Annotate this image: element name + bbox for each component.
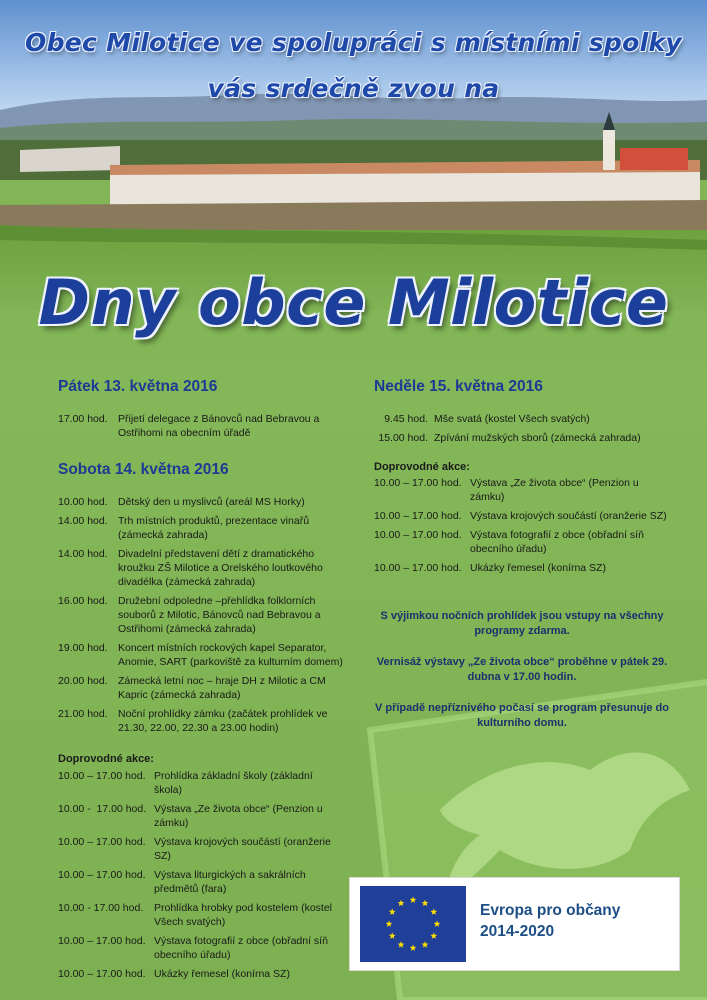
item-desc: Výstava krojových součástí (oranžerie SZ) [154,836,331,863]
program-item [58,641,343,669]
program-item [58,802,343,830]
program-item [58,594,343,637]
item-desc: Ukázky řemesel (konírna SZ) [154,968,290,980]
item-desc: Dětský den u myslivců (areál MS Horky) [118,496,305,508]
program-item [58,547,343,590]
item-desc: Koncert místních rockových kapel Separator, Anomie, SART (parkoviště za kulturním domem) [118,642,343,669]
item-time: 21.00 hod. [58,708,108,721]
program-item [58,901,343,929]
friday-program [58,412,343,445]
sunday-program [374,412,674,450]
eu-logo-box [349,877,680,971]
item-desc: Výstava fotografií z obce (obřadní síň obecního úřadu) [154,935,328,962]
item-time: 10.00 – 17.00 hod. [58,869,146,881]
program-item [58,835,343,863]
item-time: 16.00 hod. [58,595,108,607]
notice-vernissage: Vernisáž výstavy „Ze života obce“ proběhne v pátek 29. dubna v 17.00 hodin. [376,656,668,683]
item-desc: Trh místních produktů, prezentace vinařů (zámecká zahrada) [118,514,310,541]
item-desc: Družební odpoledne –přehlídka folklorních souborů z Milotic, Bánovců nad Bebravou a Ostřihomi (zámecká zahrada) [118,595,321,636]
item-desc: Přijetí delegace z Bánovců nad Bebravou a Ostřihomi na obecním úřadě [118,413,320,440]
program-item [58,769,343,797]
program-item [58,495,343,509]
program-item [374,509,674,523]
program-item [374,412,674,426]
program-item [374,528,674,556]
program-item [58,412,343,440]
eu-programme-name: Evropa pro občany [480,902,621,919]
program-item [58,868,343,896]
item-time: 10.00 – 17.00 hod. [374,528,462,541]
sunday-extra-heading: Doprovodné akce: [374,461,470,473]
item-desc: Prohlídka základní školy (základní škola) [154,770,313,797]
sunday-heading: Neděle 15. května 2016 [374,378,543,395]
program-item [374,561,674,575]
item-time: 9.45 hod. [384,413,428,425]
item-desc: Výstava liturgických a sakrálních předmětů (fara) [154,869,306,896]
item-time: 10.00 – 17.00 hod. [374,477,462,489]
program-item [58,514,343,542]
notice-bad-weather: V případě nepříznivého počasí se program přesunuje do kulturního domu. [374,702,669,729]
item-desc: Prohlídka hrobky pod kostelem (kostel Všech svatých) [154,902,333,929]
saturday-heading: Sobota 14. května 2016 [58,461,229,478]
item-time: 10.00 hod. [58,496,108,508]
sunday-extra-program [374,476,674,580]
item-time: 10.00 – 17.00 hod. [58,770,146,782]
program-item [374,476,674,504]
item-desc: Výstava fotografií z obce (obřadní síň obecního úřadu) [470,528,644,555]
item-desc: Výstava „Ze života obce“ (Penzion u zámku) [154,803,323,830]
item-time: 14.00 hod. [58,514,108,527]
item-desc: Zpívání mužských sborů (zámecká zahrada) [434,431,641,444]
item-time: 20.00 hod. [58,675,108,688]
item-time: 14.00 hod. [58,547,108,560]
eu-programme-text [480,900,620,942]
item-desc: Noční prohlídky zámku (začátek prohlídek ve 21.30, 22.00, 22.30 a 23.00 hodin) [118,708,328,735]
item-time: 15.00 hod. [378,431,428,444]
eu-programme-years: 2014-2020 [480,923,555,940]
program-item [58,934,343,962]
eu-flag-icon [360,886,466,962]
item-time: 10.00 - 17.00 hod. [58,803,147,815]
program-item [58,674,343,702]
item-time: 10.00 – 17.00 hod. [58,968,146,980]
notice-free-entry: S výjimkou nočních prohlídek jsou vstupy na všechny programy zdarma. [380,610,664,637]
item-desc: Divadelní představení dětí z dramatického kroužku ZŠ Milotice a Orelského loutkového divadélka (zámecká zahrada) [118,547,323,589]
item-desc: Mše svatá (kostel Všech svatých) [434,413,590,425]
item-time: 10.00 – 17.00 hod. [374,510,462,522]
item-desc: Výstava krojových součástí (oranžerie SZ) [470,510,667,522]
saturday-extra-heading: Doprovodné akce: [58,753,154,765]
item-time: 10.00 – 17.00 hod. [58,935,146,947]
item-time: 17.00 hod. [58,413,108,425]
friday-heading: Pátek 13. května 2016 [58,378,218,395]
saturday-program [58,495,343,740]
saturday-extra-program [58,769,343,986]
program-item [58,967,343,981]
item-desc: Ukázky řemesel (konírna SZ) [470,561,606,574]
intro-line-1: Obec Milotice ve spolupráci s místními spolky [25,28,682,57]
main-title: Dny obce Milotice [38,266,669,339]
intro-line-2: vás srdečně zvou na [207,74,500,103]
item-time: 19.00 hod. [58,642,108,655]
program-item [374,431,674,445]
item-time: 10.00 – 17.00 hod. [58,836,146,848]
program-item [58,707,343,735]
item-time: 10.00 – 17.00 hod. [374,561,462,574]
item-desc: Výstava „Ze života obce“ (Penzion u zámku) [470,477,639,504]
item-desc: Zámecká letní noc – hraje DH z Milotic a CM Kapric (zámecká zahrada) [118,675,326,702]
item-time: 10.00 - 17.00 hod. [58,902,144,914]
